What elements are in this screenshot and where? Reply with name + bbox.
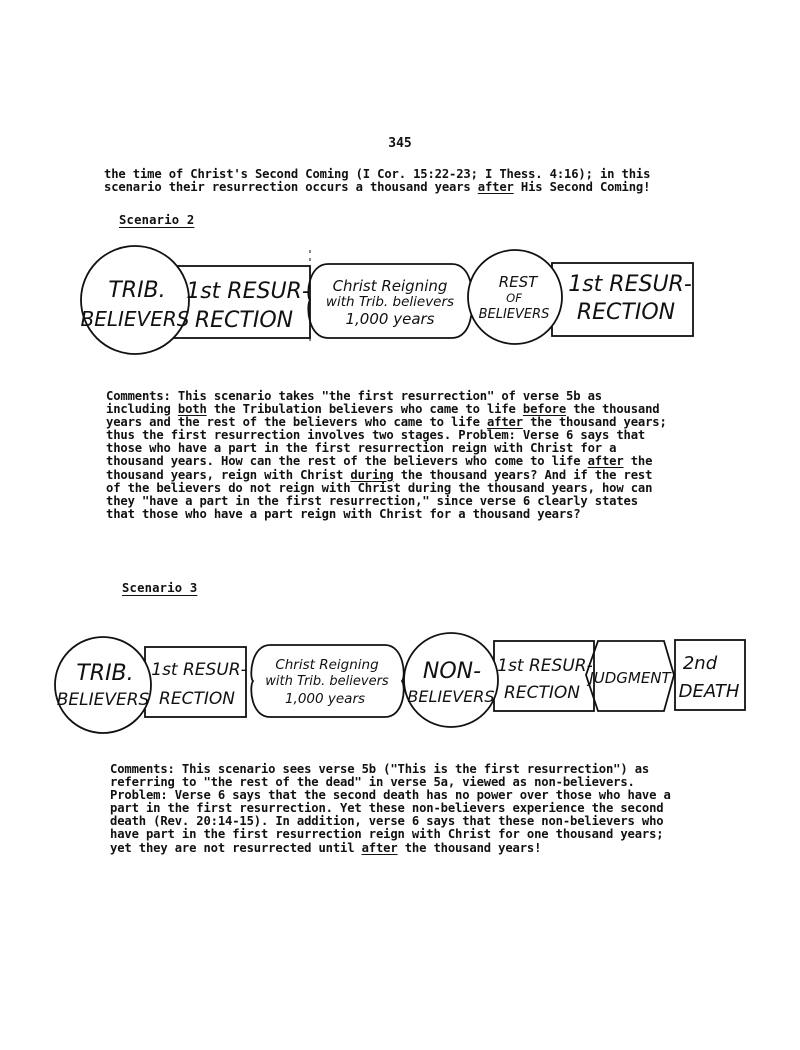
text-line: years and the rest of the believers who came to life after the thousand years; <box>106 415 667 430</box>
s3-reign-label-1: Christ Reigning <box>275 657 379 673</box>
s3-trib-label-1: TRIB. <box>76 661 134 686</box>
text-line: death (Rev. 20:14-15). In addition, verse 6 says that these non-believers who <box>110 814 664 829</box>
text-line: that those who have a part reign with Christ for a thousand years? <box>106 506 581 521</box>
text-line: they "have a part in the first resurrection," since verse 6 clearly states <box>106 493 638 508</box>
text-line: Problem: Verse 6 says that the second death has no power over those who have a <box>110 788 671 803</box>
text-line: have part in the first resurrection reign with Christ for one thousand years; <box>110 827 664 842</box>
text-line: of the believers do not reign with Christ during the thousand years, how can <box>106 480 653 495</box>
underlined-word: before <box>522 402 566 417</box>
s2-reign-label-1: Christ Reigning <box>332 277 448 295</box>
s2-reign-label-2: with Trib. believers <box>325 294 455 310</box>
text-line: referring to "the rest of the dead" in verse 5a, viewed as non-believers. <box>110 775 635 790</box>
s3-judgment-label: JUDGMENT <box>589 669 671 687</box>
text-line: including both the Tribulation believers who came to life before the thousand <box>106 402 660 417</box>
text-line: those who have a part in the first resurrection reign with Christ for a <box>106 441 617 456</box>
text-line: part in the first resurrection. Yet these non-believers experience the second <box>110 801 664 816</box>
s3-non-label-1: NON- <box>422 659 482 684</box>
underlined-word: after <box>587 454 624 469</box>
scenario-3-diagram <box>0 625 800 750</box>
text-line: scenario their resurrection occurs a thousand years after His Second Coming! <box>104 180 651 195</box>
scenario-2-diagram <box>0 240 800 365</box>
s2-trib-label-2: BELIEVERS <box>80 307 190 331</box>
s2-resur-label-1: 1st RESUR- <box>186 279 310 304</box>
page-number: 345 <box>388 136 412 151</box>
text-line: the time of Christ's Second Coming (I Cor. 15:22-23; I Thess. 4:16); in this <box>104 167 651 181</box>
text-line: Comments: This scenario takes "the first resurrection" of verse 5b as <box>106 389 602 403</box>
underlined-word: during <box>350 467 394 482</box>
s3-resur-b-label-1: 1st RESUR- <box>497 656 593 676</box>
text-line: Comments: This scenario sees verse 5b ("This is the first resurrection") as <box>110 762 650 776</box>
text-line: thus the first resurrection involves two stages. Problem: Verse 6 says that <box>106 428 646 443</box>
text-line: thousand years, reign with Christ during the thousand years? And if the rest <box>106 467 653 482</box>
text-line: thousand years. How can the rest of the believers who come to life after the <box>106 454 653 469</box>
s2-resur-b-label-1: 1st RESUR- <box>568 272 692 297</box>
scenario-3-comments <box>110 763 671 855</box>
s2-rest-label-1: REST <box>498 273 538 291</box>
intro-paragraph <box>104 168 650 194</box>
s3-resur-b-label-2: RECTION <box>504 683 580 703</box>
s2-reign-label-3: 1,000 years <box>345 310 435 328</box>
scenario-2-comments <box>106 390 667 521</box>
s3-resur-label-1: 1st RESUR- <box>151 660 247 680</box>
s3-death-label-2: DEATH <box>678 681 740 702</box>
underlined-word: after <box>477 180 514 195</box>
s3-reign-label-3: 1,000 years <box>284 691 366 707</box>
text-line: yet they are not resurrected until after the thousand years! <box>110 840 542 855</box>
underlined-word: after <box>486 415 523 430</box>
underlined-word: after <box>361 840 398 855</box>
s3-resur-label-2: RECTION <box>159 689 235 709</box>
scenario-2-heading: Scenario 2 <box>119 213 195 227</box>
s2-rest-label-3: BELIEVERS <box>478 307 550 322</box>
s3-reign-label-2: with Trib. believers <box>265 674 389 689</box>
s2-rest-label-2: OF <box>506 291 522 305</box>
underlined-word: both <box>177 402 207 417</box>
s2-resur-label-2: RECTION <box>194 308 294 333</box>
s2-resur-b-label-2: RECTION <box>576 300 676 325</box>
s3-death-label-1: 2nd <box>682 653 718 674</box>
s2-trib-label-1: TRIB. <box>108 278 166 303</box>
s3-non-label-2: BELIEVERS <box>407 687 495 706</box>
scenario-3-heading: Scenario 3 <box>122 581 198 595</box>
s3-trib-label-2: BELIEVERS <box>56 690 150 710</box>
